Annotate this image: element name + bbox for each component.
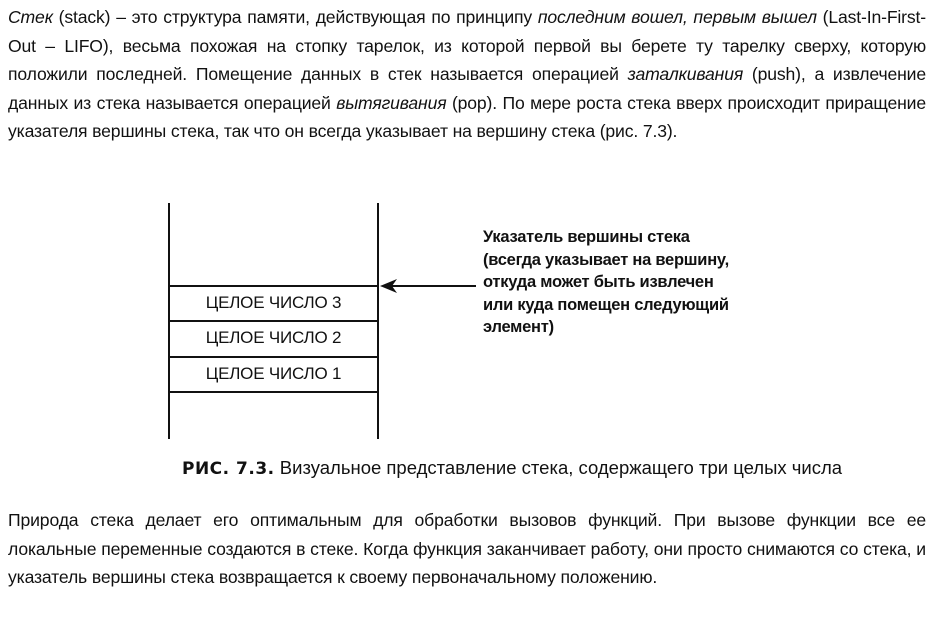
paragraph-text: (push), а извлечение данных из стека называется операцией: [8, 64, 926, 113]
paragraph-text: (Last-In-First-Out – LIFO), весьма похожая на стопку тарелок, из которой первой вы берете ту тарелку сверху, которую положили последней. Помещение данных в стек называется операцией: [8, 7, 926, 85]
term-pop: вытягивания: [336, 92, 447, 113]
figure-caption-text: Визуальное представление стека, содержащего три целых числа: [274, 457, 843, 478]
paragraph-text: (stack) – это структура памяти, действующая по принципу: [52, 7, 538, 27]
stack-left-wall: [168, 203, 170, 439]
paragraph-stack-functions: Природа стека делает его оптимальным для обработки вызовов функций. При вызове функции все ее локальные переменные создаются в стеке. Когда функция заканчивает работу, они просто снимаются со стека, и указатель вершины стека возвращается к своему первоначальному положению.: [8, 510, 926, 588]
term-push: заталкивания: [627, 64, 744, 85]
pointer-label-line: Указатель вершины стека: [483, 228, 690, 246]
term-stack: Стек: [8, 7, 53, 27]
figure-caption-number: РИС. 7.3.: [182, 459, 275, 479]
stack-cell-integer-3: ЦЕЛОЕ ЧИСЛО 3: [205, 293, 342, 312]
stack-divider: [168, 320, 379, 322]
pointer-label-line: откуда может быть извлечен: [483, 273, 714, 291]
stack-top-line: [168, 285, 379, 287]
pointer-label-line: элемент): [483, 318, 554, 336]
stack-pointer-arrow-icon: [380, 277, 476, 295]
stack-divider: [168, 356, 379, 358]
term-lifo: последним вошел, первым вышел: [537, 7, 817, 27]
stack-cell-integer-2: ЦЕЛОЕ ЧИСЛО 2: [205, 328, 342, 347]
paragraph-text: (pop). По мере роста стека вверх происходит приращение указателя вершины стека, так что он всегда указывает на вершину стека (рис. 7.3).: [8, 92, 926, 142]
stack-bottom-line: [168, 391, 379, 393]
paragraph-stack-definition: [8, 3, 926, 146]
stack-right-wall: [377, 203, 379, 439]
pointer-label-line: (всегда указывает на вершину,: [483, 250, 729, 269]
pointer-label-line: или куда помещен следующий: [483, 295, 729, 314]
figure-caption: [182, 455, 842, 482]
stack-pointer-label: [483, 226, 783, 339]
stack-cell-integer-1: ЦЕЛОЕ ЧИСЛО 1: [205, 364, 342, 383]
